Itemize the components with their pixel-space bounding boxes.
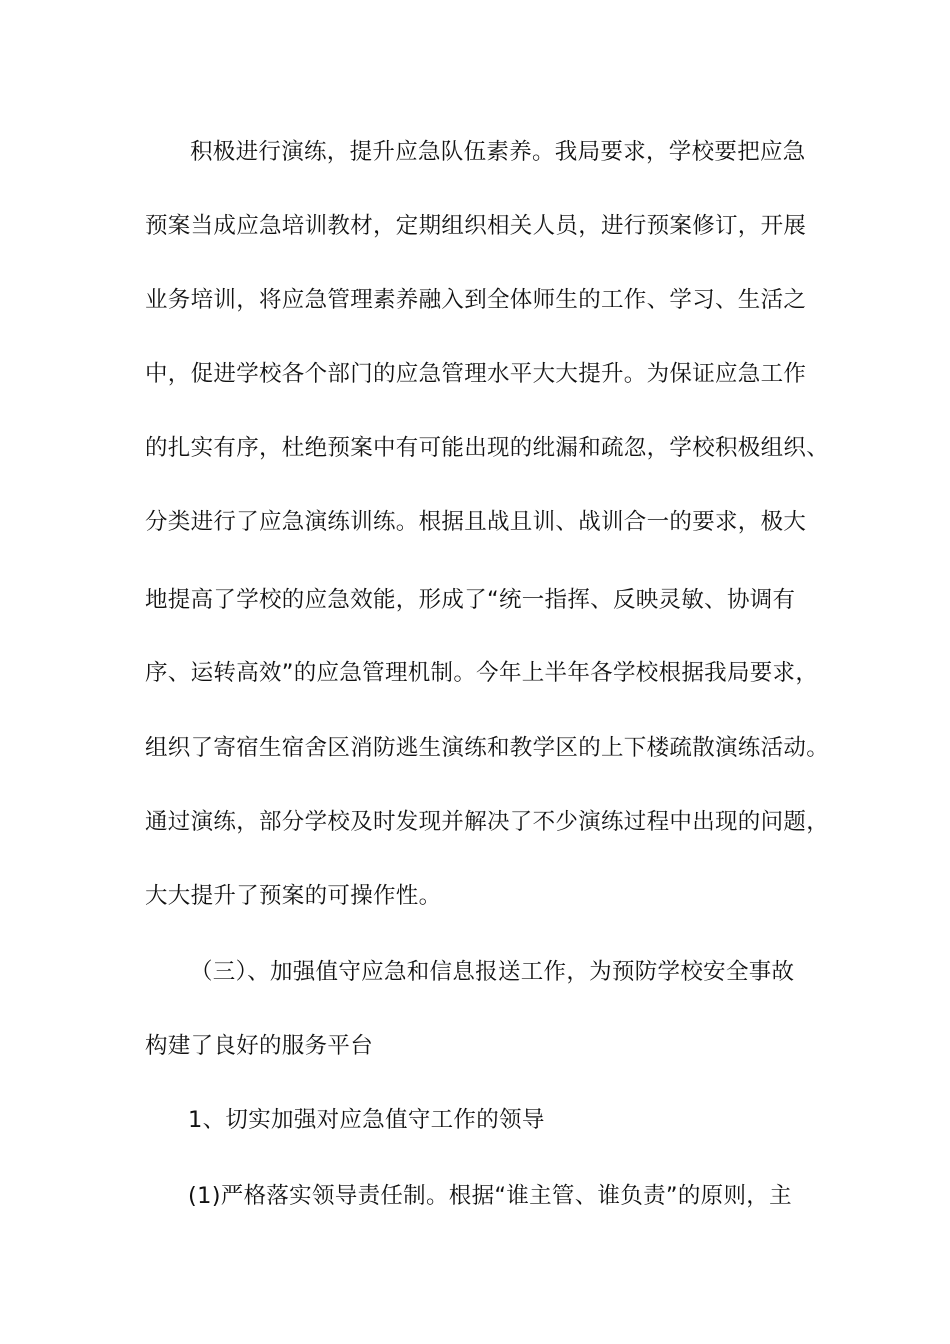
subsection-heading: 1、切实加强对应急值守工作的领导 [188,1107,545,1133]
paragraph-line: 通过演练，部分学校及时发现并解决了不少演练过程中出现的问题， [145,809,830,835]
paragraph-line: 组织了寄宿生宿舍区消防逃生演练和教学区的上下楼疏散演练活动。 [145,735,830,761]
paragraph-line: 地提高了学校的应急效能，形成了“统一指挥、反映灵敏、协调有 [145,587,796,613]
paragraph-line: 的扎实有序，杜绝预案中有可能出现的纰漏和疏忽，学校积极组织、 [145,435,830,461]
paragraph-line: 预案当成应急培训教材，定期组织相关人员，进行预案修订，开展 [145,213,807,239]
paragraph-line: 业务培训，将应急管理素养融入到全体师生的工作、学习、生活之 [145,287,807,313]
paragraph-line: 积极进行演练，提升应急队伍素养。我局要求，学校要把应急 [190,139,806,165]
paragraph-line: 序、运转高效”的应急管理机制。今年上半年各学校根据我局要求， [145,660,819,686]
paragraph-line: 中，促进学校各个部门的应急管理水平大大提升。为保证应急工作 [145,361,807,387]
paragraph-line: 分类进行了应急演练训练。根据且战且训、战训合一的要求，极大 [145,509,807,535]
section-heading-line: （三）、加强值守应急和信息报送工作，为预防学校安全事故 [190,959,795,985]
section-heading-line: 构建了良好的服务平台 [145,1033,374,1059]
paragraph-line: (1)严格落实领导责任制。根据“谁主管、谁负责”的原则，主 [188,1183,792,1209]
paragraph-line: 大大提升了预案的可操作性。 [145,883,442,909]
